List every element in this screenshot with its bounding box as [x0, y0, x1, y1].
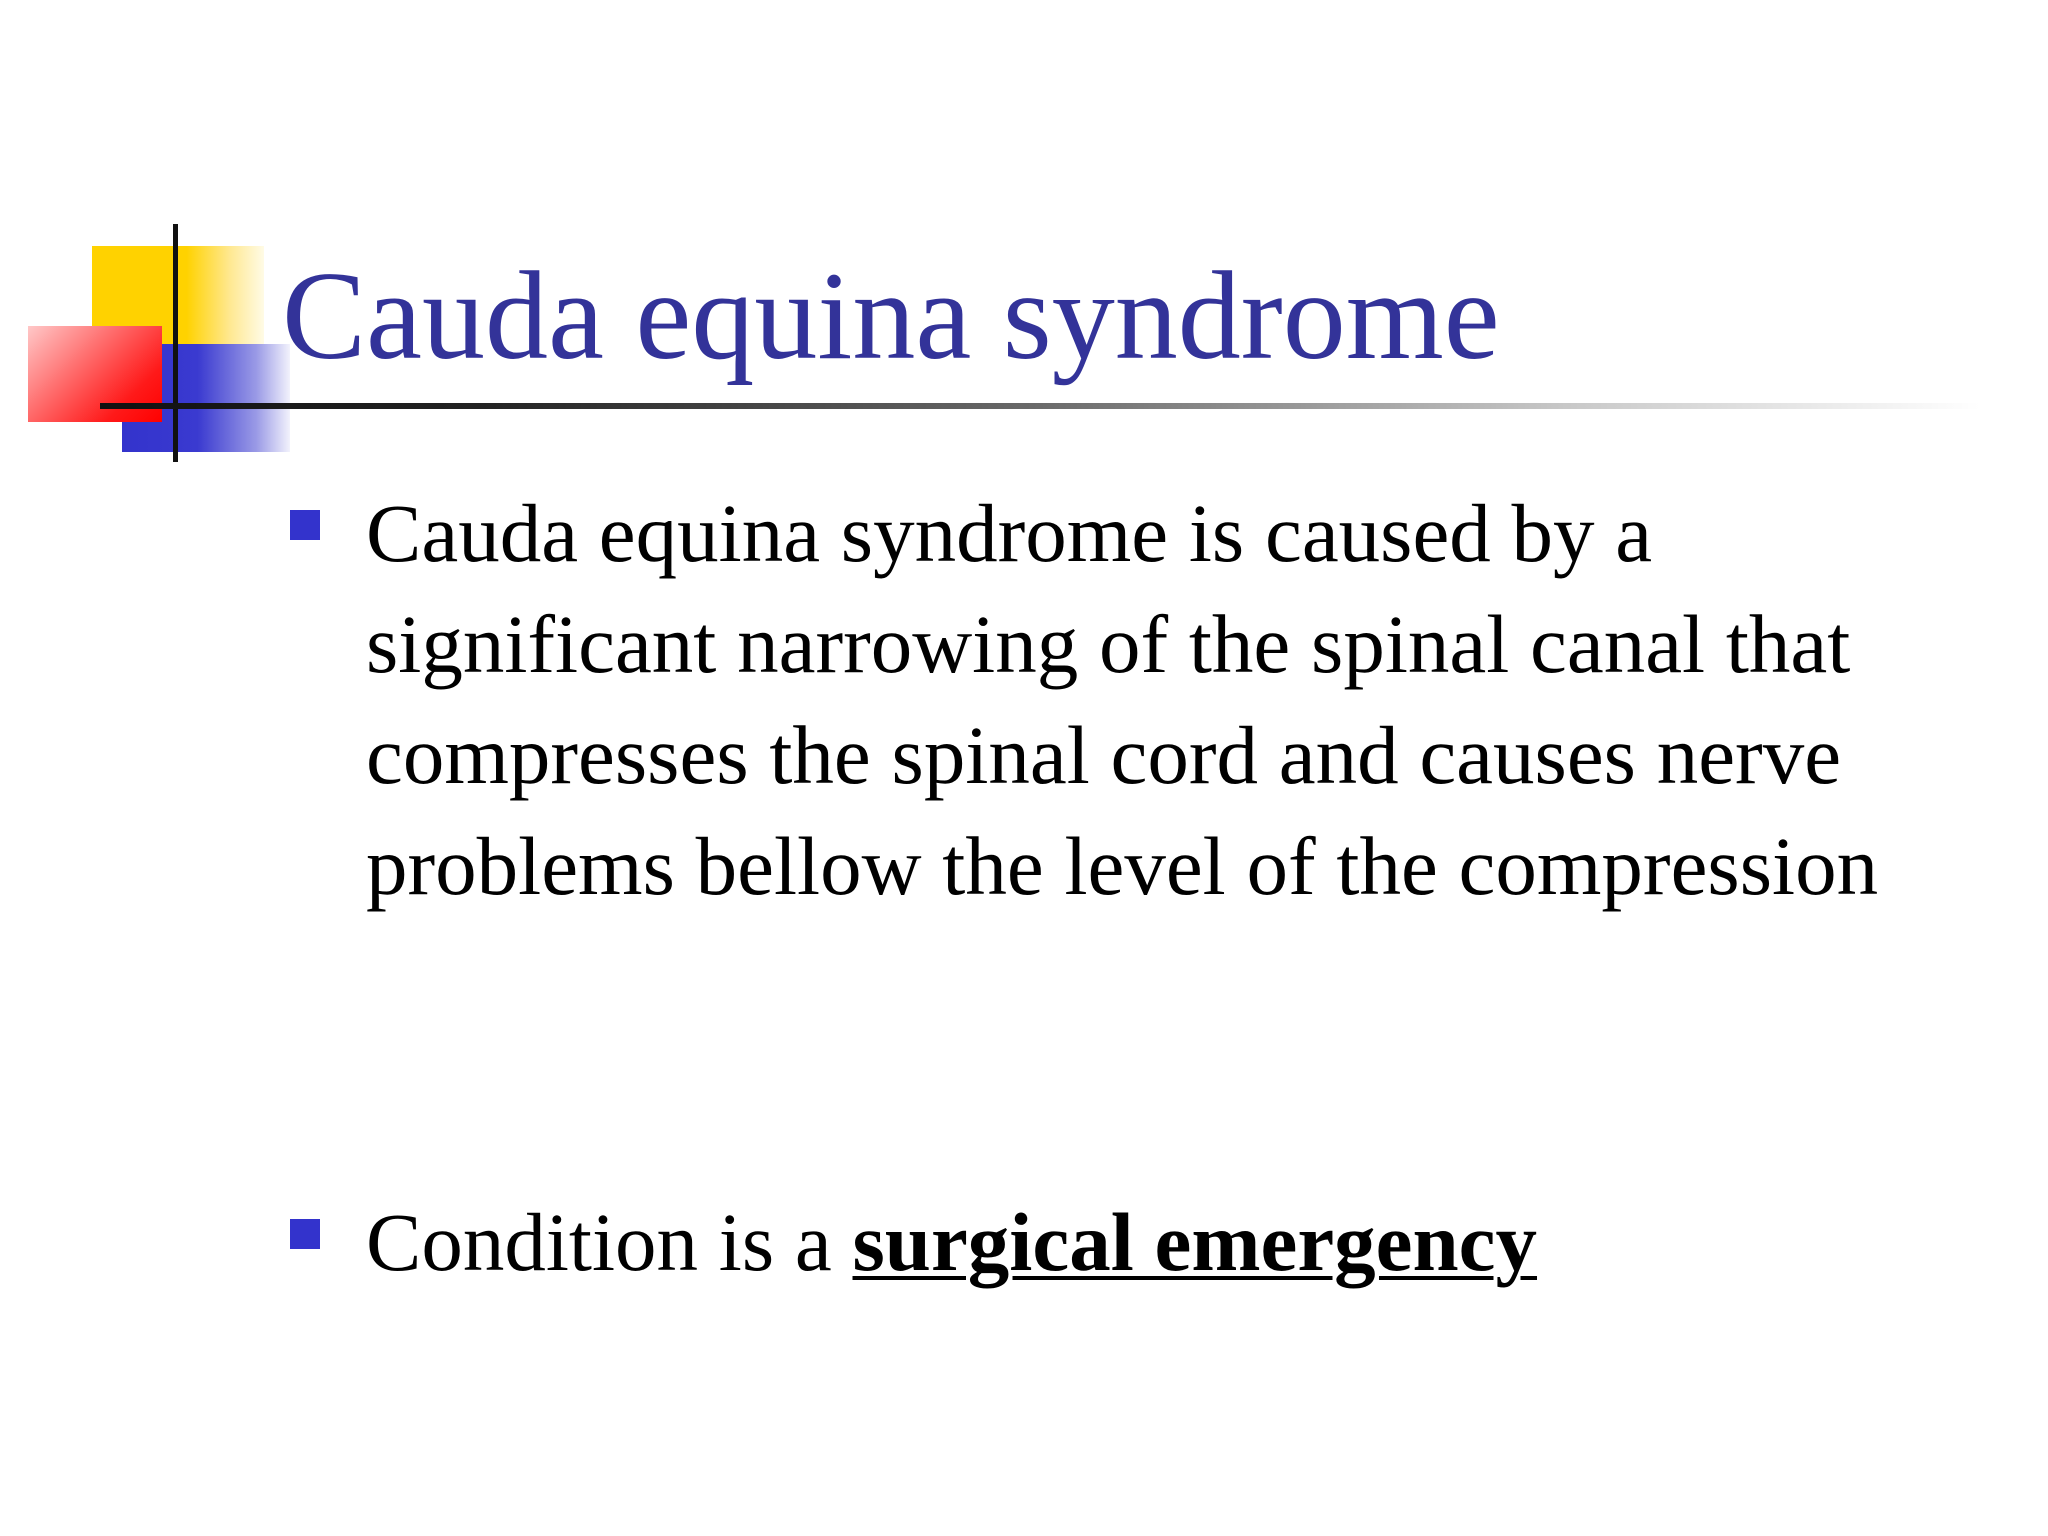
title-underline-rule — [100, 403, 1980, 409]
bullet-text-lead: Condition is a — [366, 1196, 853, 1288]
decor-vertical-line — [173, 224, 178, 462]
square-bullet-icon — [290, 510, 320, 540]
slide-title: Cauda equina syndrome — [282, 247, 1500, 386]
square-bullet-icon — [290, 1219, 320, 1249]
bullet-text: Cauda equina syndrome is caused by a significant narrowing of the spinal canal that compresses the spinal cord and causes nerve problems bellow the level of the compression — [366, 487, 1879, 912]
bullet-text — [366, 1187, 2006, 1298]
emphasis-text: surgical emergency — [852, 1196, 1538, 1288]
